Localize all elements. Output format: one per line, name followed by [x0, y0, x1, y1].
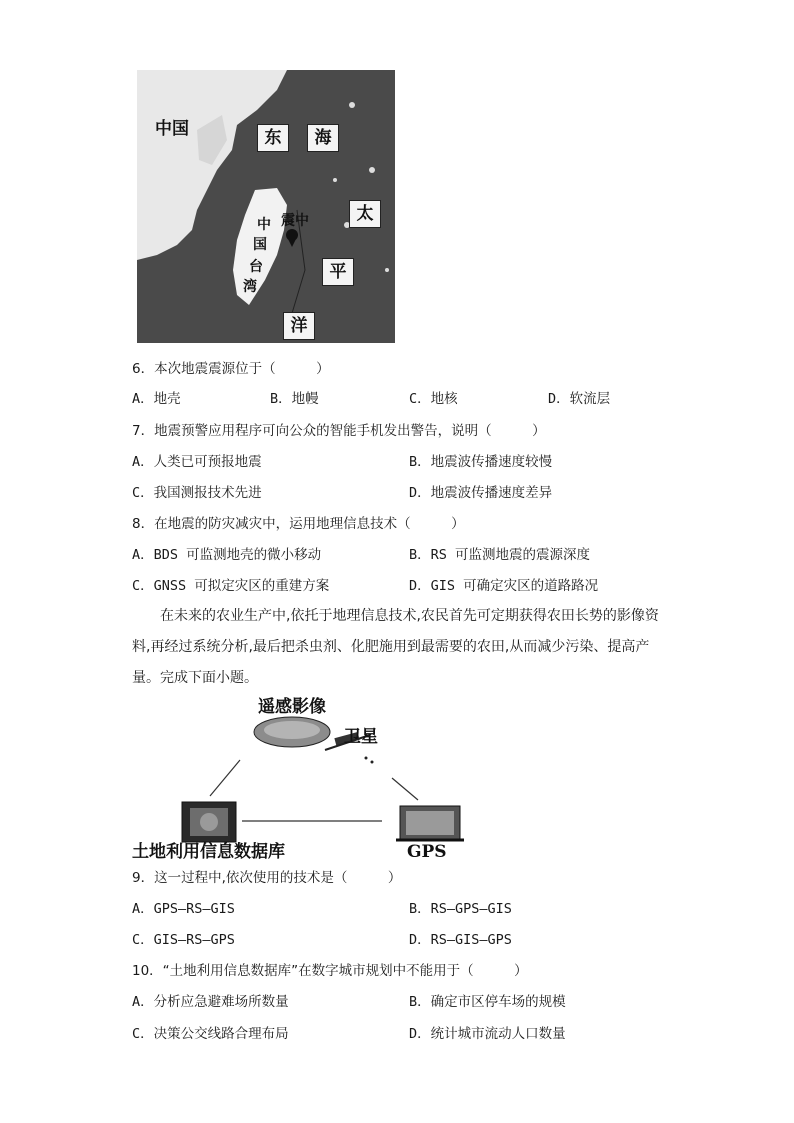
taiwan-char-4: 湾: [243, 279, 257, 295]
q8-option-b: B．RS 可监测地震的震源深度: [409, 547, 591, 563]
passage-text: 在未来的农业生产中,依托于地理信息技术,农民首先可定期获得农田长势的影像资料,再经过系统分析,最后把杀虫剂、化肥施用到最需要的农田,从而减少污染、提高产量。完成下面小题。: [132, 608, 659, 686]
q9-option-d: D．RS—GIS—GPS: [409, 932, 512, 948]
taiwan-char-2: 国: [253, 237, 267, 253]
question-9-stem: 9．这一过程中,依次使用的技术是（ ）: [132, 870, 402, 886]
q10-option-c: C．决策公交线路合理布局: [132, 1026, 289, 1042]
q10-option-d: D．统计城市流动人口数量: [409, 1026, 566, 1042]
china-label: 中国: [155, 119, 189, 139]
ocean-char-ping: 平: [322, 258, 354, 286]
q6-option-c: C．地核: [409, 391, 458, 407]
ocean-char-tai: 太: [349, 200, 381, 228]
question-7-stem: 7．地震预警应用程序可向公众的智能手机发出警告，说明（ ）: [132, 423, 546, 439]
question-6-stem: 6．本次地震震源位于（ ）: [132, 361, 330, 377]
database-label: 土地利用信息数据库: [132, 842, 285, 862]
sea-char-dong: 东: [257, 124, 289, 152]
sea-char-hai: 海: [307, 124, 339, 152]
taiwan-char-3: 台: [249, 259, 263, 275]
q7-option-d: D．地震波传播速度差异: [409, 485, 553, 501]
remote-sensing-label: 遥感影像: [258, 697, 326, 717]
q8-option-d: D．GIS 可确定灾区的道路路况: [409, 578, 599, 594]
q9-option-b: B．RS—GPS—GIS: [409, 901, 512, 917]
gps-label: GPS: [407, 842, 447, 862]
q6-option-d: D．软流层: [548, 391, 611, 407]
q9-option-a: A．GPS—RS—GIS: [132, 901, 235, 917]
q7-option-b: B．地震波传播速度较慢: [409, 454, 553, 470]
q10-option-b: B．确定市区停车场的规模: [409, 994, 566, 1010]
question-10-stem: 10．“土地利用信息数据库”在数字城市规划中不能用于（ ）: [132, 963, 528, 979]
q6-option-a: A．地壳: [132, 391, 181, 407]
epicenter-label: 震中: [281, 213, 309, 229]
taiwan-char-1: 中: [257, 217, 271, 233]
q8-option-a: A．BDS 可监测地壳的微小移动: [132, 547, 322, 563]
satellite-label: 卫星: [344, 727, 378, 747]
question-8-stem: 8．在地震的防灾减灾中，运用地理信息技术（ ）: [132, 516, 465, 532]
q10-option-a: A．分析应急避难场所数量: [132, 994, 289, 1010]
q7-option-a: A．人类已可预报地震: [132, 454, 262, 470]
q8-option-c: C．GNSS 可拟定灾区的重建方案: [132, 578, 330, 594]
q6-option-b: B．地幔: [270, 391, 319, 407]
technology-diagram: [130, 690, 470, 860]
q7-option-c: C．我国测报技术先进: [132, 485, 262, 501]
ocean-char-yang: 洋: [283, 312, 315, 340]
earthquake-map: [137, 70, 395, 343]
q9-option-c: C．GIS—RS—GPS: [132, 932, 235, 948]
